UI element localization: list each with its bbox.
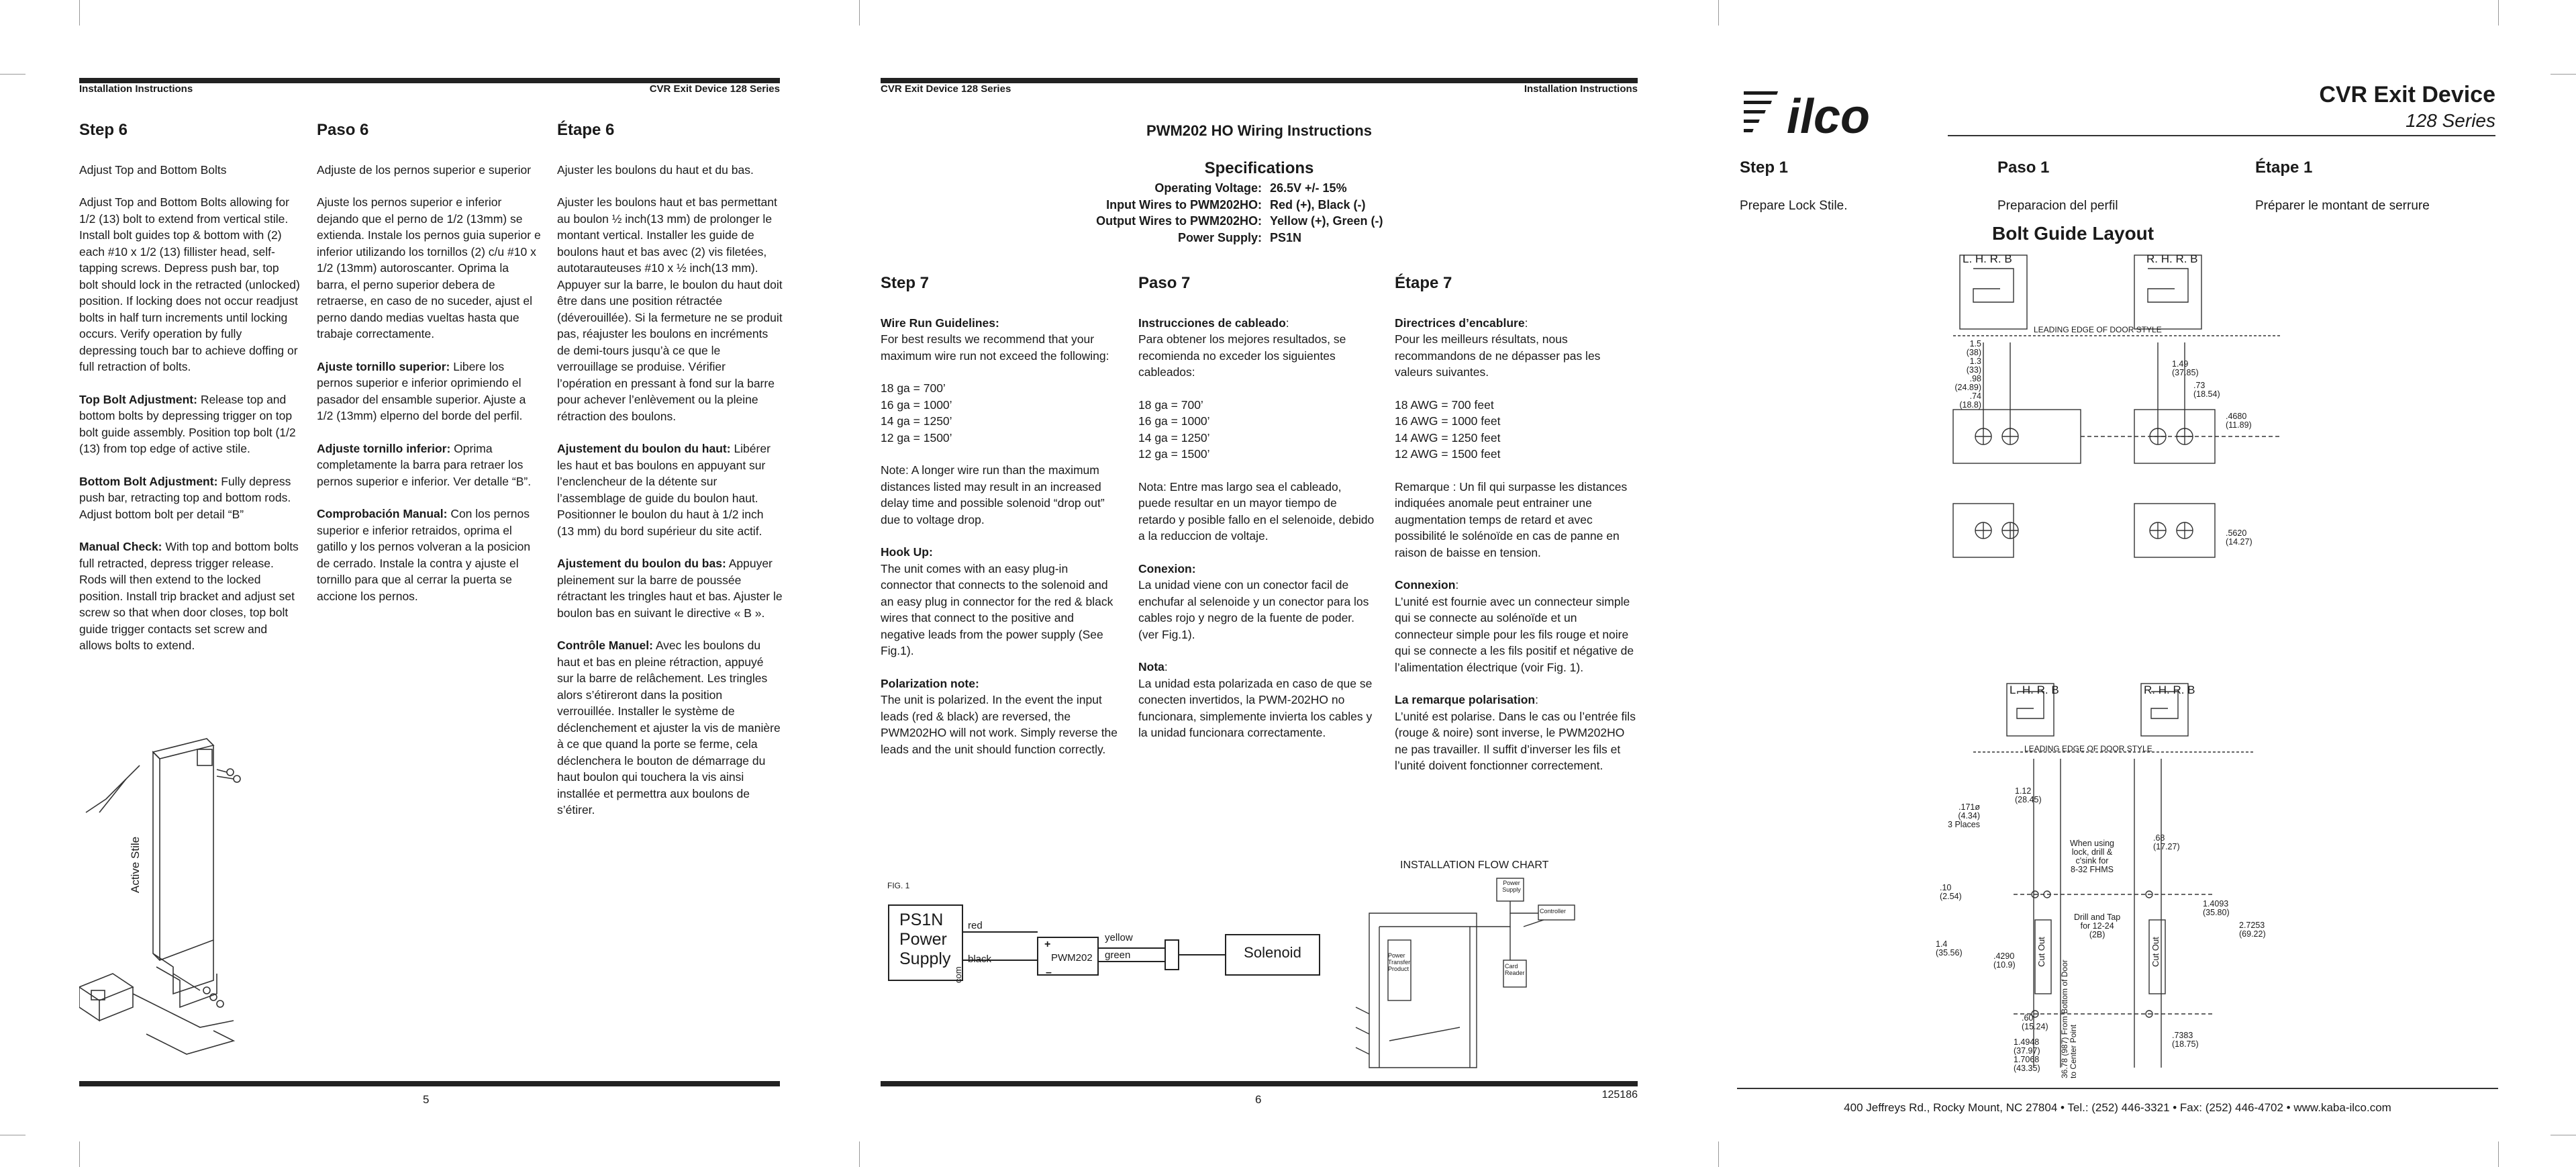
wire-gauge-list: 18 ga = 700’ 16 ga = 1000’ 14 ga = 1250’ 12 ga = 1500’ (1138, 398, 1210, 461)
logo-wordmark: ilco (1787, 90, 1871, 140)
footer-rule (881, 1081, 1638, 1086)
dimension-callouts (1946, 803, 1980, 829)
paragraph (1138, 561, 1377, 643)
step-text: Préparer le montant de serrure (2255, 199, 2430, 213)
solenoid-box: Solenoid (1244, 944, 1301, 961)
paragraph-text: Con los pernos superior e inferior retraidos, oprima el gatillo y los pernos volveran a la posicion de cerrado. Instale la contra y ajuste el tornillo para que al cerrar la puerta se accione los pernos. (317, 507, 531, 603)
crop-mark (0, 74, 26, 75)
dim-text: (11.89) (2226, 420, 2252, 430)
lhrb-label: L. H. R. B (1963, 252, 2012, 265)
active-stile-illustration (79, 725, 281, 1074)
bold-lead: Hook Up: (881, 545, 933, 559)
column-step7-en (881, 275, 1120, 774)
rhrb-label: R. H. R. B (2144, 684, 2195, 696)
dimension-callouts (2015, 787, 2042, 804)
dim-text: .74 (1969, 391, 1981, 401)
flow-controller: Controller (1540, 908, 1567, 915)
dim-text: (24.89) (1954, 383, 1981, 392)
dim-text: (15.24) (2022, 1022, 2048, 1031)
flow-power-supply: Power Supply (1502, 880, 1521, 893)
dim-text: 1.5 (1969, 339, 1981, 348)
paragraph-text: : L’unité est polarise. Dans le cas ou l’entrée fils (rouge & noire) sont inverse, le PWM202HO ne pas travailler. Il suffit d’inverser les fils et l’unité doivent fonctionner correctement. (1395, 693, 1636, 772)
dimension-callouts (2226, 412, 2252, 430)
page-number: 5 (423, 1093, 430, 1106)
drill-note (2070, 839, 2114, 874)
bold-lead: Contrôle Manuel: (557, 639, 653, 652)
dim-text: .73 (2193, 381, 2206, 390)
column-paso7-es (1138, 275, 1377, 757)
paragraph: Remarque : Un fil qui surpasse les distances indiquées anomale peut entrainer une augmentation temps de retard et avec possibilité le solénoïde en cas de panne en raison de baisse en tension. (1395, 479, 1628, 559)
dim-text: .68 (2153, 833, 2165, 843)
paragraph-text: Fully depress push bar, retracting top and bottom rods. Adjust bottom bolt per detail “B” (79, 474, 291, 521)
cut-out-label: Cut Out (2150, 937, 2161, 967)
minus-terminal: – (1046, 967, 1052, 978)
paragraph: Ajuste los pernos superior e inferior dejando que el perno de 1/2 (13mm) se extienda. Instale los pernos guia superior e inferior utilizando los tornillos (2) c/u #10 x 1/2 (13mm) autoroscanter. Oprima la barra, el perno superior debera de retraerse, en caso de no suceder, ajust el perno dando medias vueltas hasta que trabaje correctamente. (317, 195, 541, 340)
dim-text: .4290 (1993, 951, 2015, 961)
dim-text: (28.45) (2015, 795, 2042, 804)
flow-chart-title: INSTALLATION FLOW CHART (1400, 859, 1549, 871)
com-label: com (953, 966, 963, 983)
paragraph (317, 506, 542, 604)
paragraph-text: Oprima completamente la barra para retraer los pernos superior e inferior. Ver detalle “B”. (317, 441, 532, 488)
spec-labels (1007, 180, 1262, 246)
dim-text: (37.97) (2014, 1046, 2040, 1056)
spec-value: PS1N (1270, 230, 1302, 244)
ps-line: PS1N (899, 911, 944, 929)
dim-text: .4680 (2226, 412, 2247, 421)
bold-lead: Wire Run Guidelines: (881, 316, 999, 330)
power-supply-box (899, 911, 950, 969)
dimension-callouts (2014, 1038, 2040, 1073)
bolt-guide-drawing-top (1933, 248, 2282, 564)
paragraph (881, 544, 1120, 659)
paragraph-text: : Pour les meilleurs résultats, nous recommandons de ne dépasser pas les valeurs suivantes. (1395, 316, 1601, 379)
paragraph (557, 555, 783, 621)
dim-text: 1.3 (1969, 357, 1981, 366)
bold-lead: La remarque polarisation (1395, 693, 1536, 706)
bold-lead: Nota (1138, 660, 1165, 673)
paragraph (317, 440, 542, 490)
crop-mark (79, 1141, 80, 1167)
dim-text: .7383 (2172, 1031, 2193, 1040)
paragraph (557, 440, 783, 539)
paragraph (317, 359, 542, 424)
paragraph (1138, 659, 1377, 741)
footer-rule (79, 1081, 780, 1086)
dim-text: (35.56) (1936, 948, 1963, 958)
page-header-right: Installation Instructions (1524, 83, 1638, 95)
step-heading: Étape 1 (2255, 158, 2313, 177)
footer-rule (1737, 1088, 2498, 1089)
page-header-left: Installation Instructions (79, 83, 193, 95)
paragraph: Ajuster les boulons haut et bas permettant au boulon ½ inch(13 mm) de prolonger le montant vertical. Installer les guide de boulons haut et bas avec (2) vis filetées, autotarauteuses #10 x ½ inch(13 mm). Appuyer sur la barre, le boulon du haut doit être dans une position rétractée (déverouillée). Si la fermeture ne se produit pas, réajuster les boulons en incréments de demi-tours jusqu’à ce que le verrouillage se produise. Vérifier l’opération en pressant à fond sur la barre pour achever l’enlèvement ou la pleine rétraction des boulons. (557, 195, 783, 423)
crop-mark (2498, 0, 2499, 26)
dimension-callouts (2172, 360, 2199, 377)
dim-text: lock, drill & (2071, 847, 2113, 857)
dimension-callouts (2193, 381, 2220, 399)
paragraph (557, 637, 783, 819)
paragraph (881, 675, 1120, 758)
dim-text: .5620 (2226, 528, 2247, 538)
spec-title: Specifications (1204, 159, 1314, 177)
dimension-callouts (1993, 952, 2016, 970)
crop-mark (859, 0, 860, 26)
dim-text: (17.27) (2153, 842, 2180, 851)
dim-text: c'sink for (2075, 856, 2109, 866)
dim-text: 2.7253 (2239, 921, 2265, 930)
dim-text: (10.9) (1993, 960, 2016, 970)
plus-terminal: + (1044, 939, 1051, 950)
paragraph-text: Release top and bottom bolts by depressing trigger on top bolt guide assembly. Position top bolt (1/2 (13) from top edge of active stile. (79, 392, 296, 455)
page-header-right: CVR Exit Device 128 Series (649, 83, 780, 95)
tap-note (2074, 913, 2120, 939)
wire-gauge-list: 18 ga = 700’ 16 ga = 1000’ 14 ga = 1250’ 12 ga = 1500’ (881, 381, 952, 445)
dim-text: 1.7068 (2014, 1055, 2040, 1064)
crop-mark (2550, 74, 2576, 75)
spec-label: Output Wires to PWM202HO: (1096, 214, 1262, 228)
title-rule (1948, 135, 2495, 136)
dim-text: (69.22) (2239, 929, 2266, 939)
dim-text: 1.4 (1936, 939, 1948, 949)
dim-text: (14.27) (2226, 537, 2252, 547)
paragraph-text: Libere los pernos superior e inferior oprimiendo el pasador del ensamble superior. Ajuste a 1/2 (13mm) elperno del borde del perfil. (317, 359, 526, 422)
fig1-label: FIG. 1 (887, 881, 910, 890)
paragraph (1395, 315, 1638, 381)
pwm-module: PWM202 (1051, 952, 1093, 964)
ilco-logo-icon (1744, 86, 1918, 140)
crop-mark (2498, 1141, 2499, 1167)
paragraph-text: : La unidad esta polarizada en caso de que se conecten invertidos, la PWM-202HO no funcionara, simplemente invierta los cables y la unidad funcionara correctamente. (1138, 660, 1373, 739)
paragraph (1395, 692, 1638, 774)
page-header-left: CVR Exit Device 128 Series (881, 83, 1011, 95)
bold-lead: Ajustement du boulon du haut: (557, 442, 731, 455)
bold-lead: Ajuste tornillo superior: (317, 359, 450, 373)
dim-text: (18.8) (1959, 400, 1981, 410)
dim-text: .171ø (1959, 802, 1980, 812)
column-paso6-es (317, 122, 542, 620)
bold-lead: Instrucciones de cableado (1138, 316, 1286, 330)
step-heading: Step 6 (79, 121, 128, 139)
dimension-callouts (2203, 900, 2230, 917)
flow-transfer-product: Power Transfer Product (1388, 952, 1411, 972)
dim-text: 1.12 (2015, 786, 2032, 796)
step-heading: Paso 7 (1138, 274, 1191, 292)
bold-lead: Comprobación Manual: (317, 507, 448, 520)
paragraph: Adjust Top and Bottom Bolts (79, 162, 227, 177)
wire-red-label: red (968, 920, 983, 931)
lhrb-label: L. H. R. B (2010, 684, 2059, 696)
dim-text: (38) (1966, 348, 1981, 357)
paragraph (79, 539, 301, 654)
wire-black-label: black (968, 953, 992, 965)
paragraph: Note: A longer wire run than the maximum distances listed may result in an increased delay time and possible solenoid “drop out” due to voltage drop. (881, 463, 1105, 526)
step-heading: Paso 1 (1997, 158, 2050, 177)
column-etape7-fr (1395, 275, 1638, 790)
step-text: Prepare Lock Stile. (1740, 199, 1848, 213)
dim-text: (33) (1966, 365, 1981, 375)
paragraph: Nota: Entre mas largo sea el cableado, puede resultar en un mayor tiempo de retardo y posible fallo en el selenoide, debido a la reduccion de voltaje. (1138, 479, 1375, 543)
paragraph: Ajuster les boulons du haut et du bas. (557, 162, 754, 177)
ps-line: Supply (899, 949, 951, 968)
header-rule (79, 78, 780, 83)
step-heading: Step 1 (1740, 158, 1789, 177)
vertical-note: 36.78 (987) From Bottom of Door to Center Point (2060, 960, 2078, 1078)
spec-value: 26.5V +/- 15% (1270, 181, 1347, 195)
paragraph (79, 473, 301, 523)
spec-value: Yellow (+), Green (-) (1270, 214, 1383, 228)
wire-yellow-label: yellow (1105, 932, 1133, 943)
flow-chart-illustration (1342, 873, 1597, 1074)
company-footer: 400 Jeffreys Rd., Rocky Mount, NC 27804 • Tel.: (252) 446-3321 • Fax: (252) 446-4702 • www.kaba-ilco.com (1844, 1101, 2391, 1114)
crop-mark (1718, 1141, 1719, 1167)
dim-text: .10 (1940, 883, 1952, 892)
crop-mark (79, 0, 80, 26)
dimension-callouts (1954, 340, 1981, 410)
paragraph-text: The unit comes with an easy plug-in connector that connects to the solenoid and an easy plug in connector for the red & black wires that connect to the positive and negative leads from the power supply (See Fig.1). (881, 561, 1113, 657)
wire-green-label: green (1105, 949, 1131, 961)
crop-mark (1718, 0, 1719, 26)
leading-edge-label: LEADING EDGE OF DOOR STYLE (2034, 325, 2162, 334)
paragraph-text: : L’unité est fournie avec un connecteur simple qui se connecte au solénoïde et un connecteur simple pour les fils rouge et noire qui se connecte a les fils positif et négative de l’alimentation électrique (voir Fig. 1). (1395, 578, 1634, 674)
wire-gauge-list: 18 AWG = 700 feet 16 AWG = 1000 feet 14 AWG = 1250 feet 12 AWG = 1500 feet (1395, 398, 1501, 461)
crop-mark (859, 1141, 860, 1167)
dim-text: (18.75) (2172, 1039, 2199, 1049)
paragraph-text: With top and bottom bolts full retracted, depress trigger release. Rods will then extend to the locked position. Install trip bracket and adjust set screw so that when door closes, top bolt guide trigger contacts set screw and allows bolts to extend. (79, 540, 299, 652)
dim-text: 1.4948 (2014, 1037, 2040, 1047)
dim-text: (35.80) (2203, 908, 2230, 917)
document-number: 125186 (1601, 1089, 1638, 1101)
paragraph: Adjuste de los pernos superior e superior (317, 162, 532, 177)
dim-text: (37.85) (2172, 368, 2199, 377)
rhrb-label: R. H. R. B (2146, 252, 2198, 265)
dimension-callouts (2172, 1031, 2199, 1049)
bold-lead: Bottom Bolt Adjustment: (79, 474, 218, 488)
cut-out-label: Cut Out (2036, 937, 2046, 967)
leading-edge-label: LEADING EDGE OF DOOR STYLE (2024, 744, 2152, 753)
paragraph: Adjust Top and Bottom Bolts allowing for 1/2 (13) bolt to extend from vertical stile. Install bolt guides top & bottom with (2) each #10 x 1/2 (13) fillister head, self-tapping screws. Depress push bar, top bolt should lock in the retracted (unlocked) position. If locking does not occur readjust bolts in half turn increments until locking occurs. Verify operation by fully depressing touch bar to achieve doffing or full retraction of bolts. (79, 195, 300, 373)
spec-label: Operating Voltage: (1154, 181, 1262, 195)
bold-lead: Connexion (1395, 578, 1456, 592)
step-heading: Étape 7 (1395, 274, 1452, 292)
dim-text: (2B) (2089, 930, 2106, 939)
dim-text: .98 (1969, 374, 1981, 383)
dim-text: (4.34) (1958, 811, 1980, 821)
bold-lead: Polarization note: (881, 676, 979, 690)
spec-values (1270, 180, 1444, 246)
column-etape6-fr (557, 122, 783, 835)
wiring-title: PWM202 HO Wiring Instructions (1146, 122, 1372, 139)
product-subtitle: 128 Series (2406, 110, 2495, 131)
spec-label: Power Supply: (1177, 230, 1262, 244)
paragraph-text: La unidad viene con un conector facil de enchufar al selenoide y un conector para los cables rojo y negro de la fuente de poder. (ver Fig.1). (1138, 578, 1369, 641)
dim-text: for 12-24 (2080, 921, 2114, 931)
dim-text: Drill and Tap (2074, 913, 2121, 922)
step-text: Preparacion del perfil (1997, 199, 2118, 213)
dim-text: 1.4093 (2203, 899, 2229, 908)
paragraph-text: Avec les boulons du haut et bas en pleine rétraction, appuyé sur la barre de relâchement. Les tringles alors s’étireront dans la position verrouillée. Installer le système de déclenchement et ajuster la vis de manière à ce que quand la porte se ferme, cela déclenchera le bouton de démarrage du haut boulon qui touchera la vis ainsi installée et permettra aux boulons de s’étirer. (557, 639, 781, 816)
bolt-guide-title: Bolt Guide Layout (1992, 223, 2154, 244)
paragraph (79, 391, 301, 457)
dim-text: 1.49 (2172, 359, 2189, 369)
paragraph-text: Libérer les haut et bas boulons en appuyant sur l’enclencheur de la détente sur l’assemblage de guide du boulon haut. Positionner le boulon du haut à 1/2 inch (13 mm) du bord supérieur du site actif. (557, 442, 771, 538)
bold-lead: Adjuste tornillo inferior: (317, 441, 451, 455)
paragraph (1395, 577, 1638, 675)
paragraph-text: For best results we recommend that your maximum wire run not exceed the following: (881, 332, 1109, 363)
header-rule (881, 78, 1638, 83)
spec-label: Input Wires to PWM202HO: (1106, 197, 1262, 212)
column-step6-en (79, 122, 301, 670)
dimension-callouts (1936, 940, 1963, 958)
dim-text: (18.54) (2193, 389, 2220, 399)
dimension-callouts (2226, 529, 2252, 547)
paragraph (1138, 315, 1377, 381)
figure-label: Active Stile (129, 836, 142, 893)
dim-text: .60 (2022, 1013, 2034, 1023)
ps-line: Power (899, 930, 947, 949)
paragraph-text: : Para obtener los mejores resultados, se recomienda no exceder los siguientes cableados: (1138, 316, 1346, 379)
dim-text: 3 Places (1948, 820, 1980, 829)
paragraph (881, 315, 1120, 365)
dim-text: 8-32 FHMS (2071, 865, 2114, 874)
step-heading: Step 7 (881, 274, 930, 292)
bold-lead: Manual Check: (79, 540, 162, 553)
step-heading: Étape 6 (557, 121, 615, 139)
dim-text: When using (2070, 839, 2115, 848)
step-heading: Paso 6 (317, 121, 369, 139)
dimension-callouts (2239, 921, 2266, 939)
paragraph-text: The unit is polarized. In the event the input leads (red & black) are reversed, the PWM202HO will not work. Simply reverse the leads and the unit should function correctly. (881, 693, 1118, 756)
dimension-callouts (2022, 1014, 2048, 1031)
product-title: CVR Exit Device (2319, 82, 2495, 107)
dim-text: (2.54) (1940, 892, 1962, 901)
bold-lead: Ajustement du boulon du bas: (557, 557, 726, 570)
dim-text: (43.35) (2014, 1064, 2040, 1073)
flow-card-reader: Card Reader (1505, 963, 1525, 976)
bold-lead: Directrices d’encablure (1395, 316, 1525, 330)
paragraph-text: Appuyer pleinement sur la barre de poussée rétractant les tringles haut et bas. Ajuster le boulon bas en suivant le directive « B ». (557, 557, 783, 620)
page-number: 6 (1255, 1093, 1262, 1106)
bold-lead: Conexion: (1138, 561, 1196, 575)
dimension-callouts (1940, 884, 1962, 901)
spec-value: Red (+), Black (-) (1270, 197, 1366, 212)
bold-lead: Top Bolt Adjustment: (79, 392, 197, 406)
dimension-callouts (2153, 834, 2180, 851)
bolt-guide-drawing-bottom (1933, 678, 2282, 1074)
